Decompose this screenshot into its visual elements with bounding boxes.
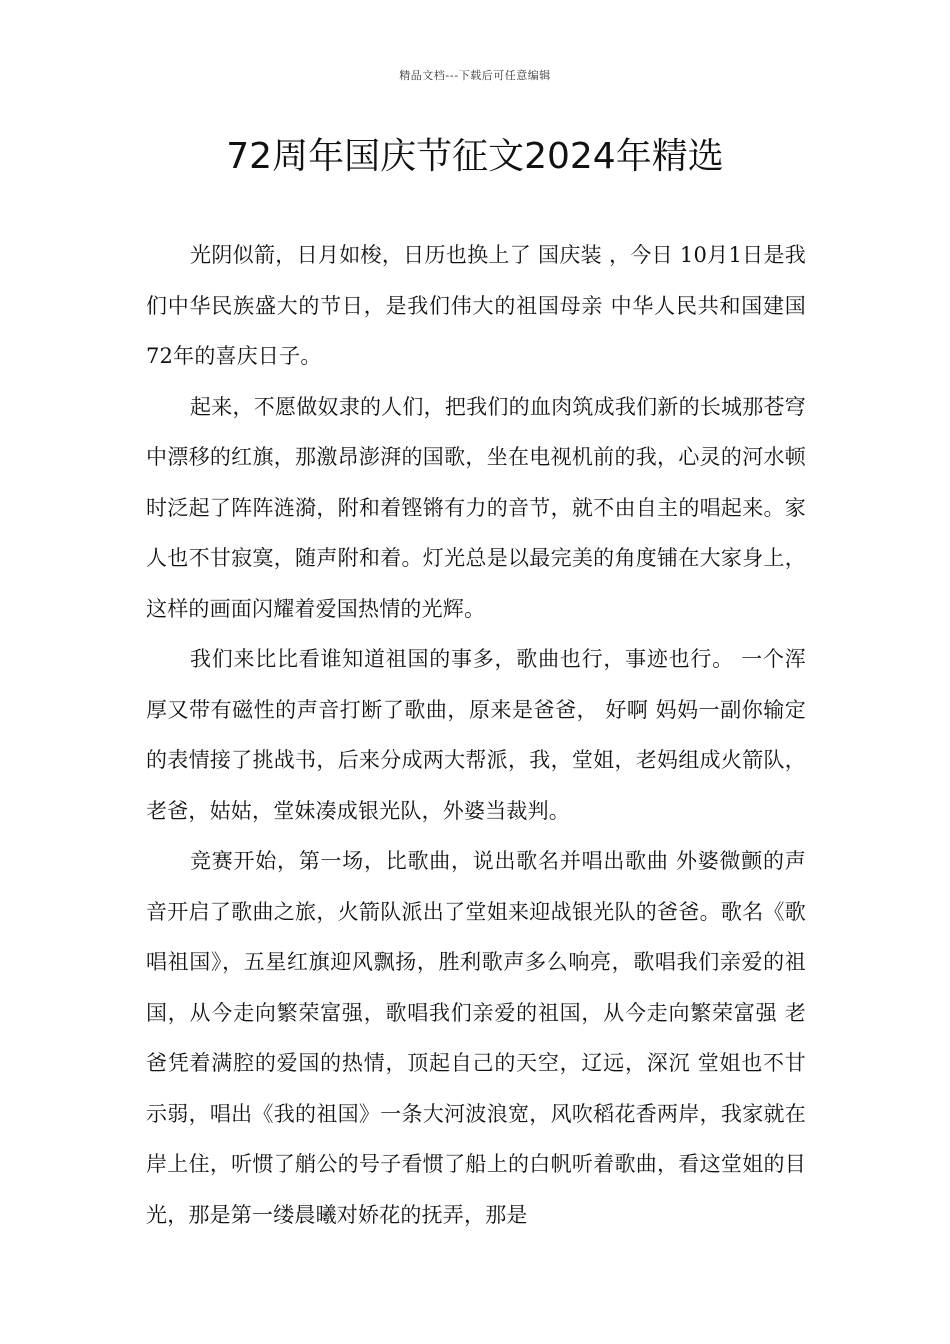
document-body: [146, 230, 806, 1240]
paragraph-4: 竞赛开始，第一场，比歌曲，说出歌名并唱出歌曲 外婆微颤的声音开启了歌曲之旅，火箭队派出了堂姐来迎战银光队的爸爸。歌名《歌唱祖国》，五星红旗迎风飘扬，胜利歌声多么响亮，歌唱我们亲爱的祖国，从今走向繁荣富强，歌唱我们亲爱的祖国，从今走向繁荣富强 老爸凭着满腔的爱国的热情，顶起自己的天空，辽远，深沉 堂姐也不甘示弱，唱出《我的祖国》一条大河波浪宽，风吹稻花香两岸，我家就在岸上住，听惯了艄公的号子看惯了船上的白帆听着歌曲，看这堂姐的目光，那是第一缕晨曦对娇花的抚弄，那是: [146, 849, 806, 1227]
paragraph-2: 起来，不愿做奴隶的人们，把我们的血肉筑成我们新的长城那苍穹中漂移的红旗，那激昂澎湃的国歌，坐在电视机前的我，心灵的河水顿时泛起了阵阵涟漪，附和着铿锵有力的音节，就不由自主的唱起来。家人也不甘寂寞，随声附和着。灯光总是以最完美的角度铺在大家身上，这样的画面闪耀着爱国热情的光辉。: [146, 394, 806, 621]
header-note: 精品文档---下载后可任意编辑: [399, 69, 551, 82]
paragraph-1: 光阴似箭，日月如梭，日历也换上了 国庆装 ，今日 10月1日是我们中华民族盛大的节日，是我们伟大的祖国母亲 中华人民共和国建国72年的喜庆日子。: [146, 243, 806, 368]
document-title: 72周年国庆节征文2024年精选: [226, 136, 724, 177]
paragraph-3: 我们来比比看谁知道祖国的事多，歌曲也行，事迹也行。 一个浑厚又带有磁性的声音打断了歌曲，原来是爸爸， 好啊 妈妈一副你输定的表情接了挑战书，后来分成两大帮派，我，堂姐，老妈组成火箭队，老爸，姑姑，堂妹凑成银光队，外婆当裁判。: [146, 647, 806, 823]
